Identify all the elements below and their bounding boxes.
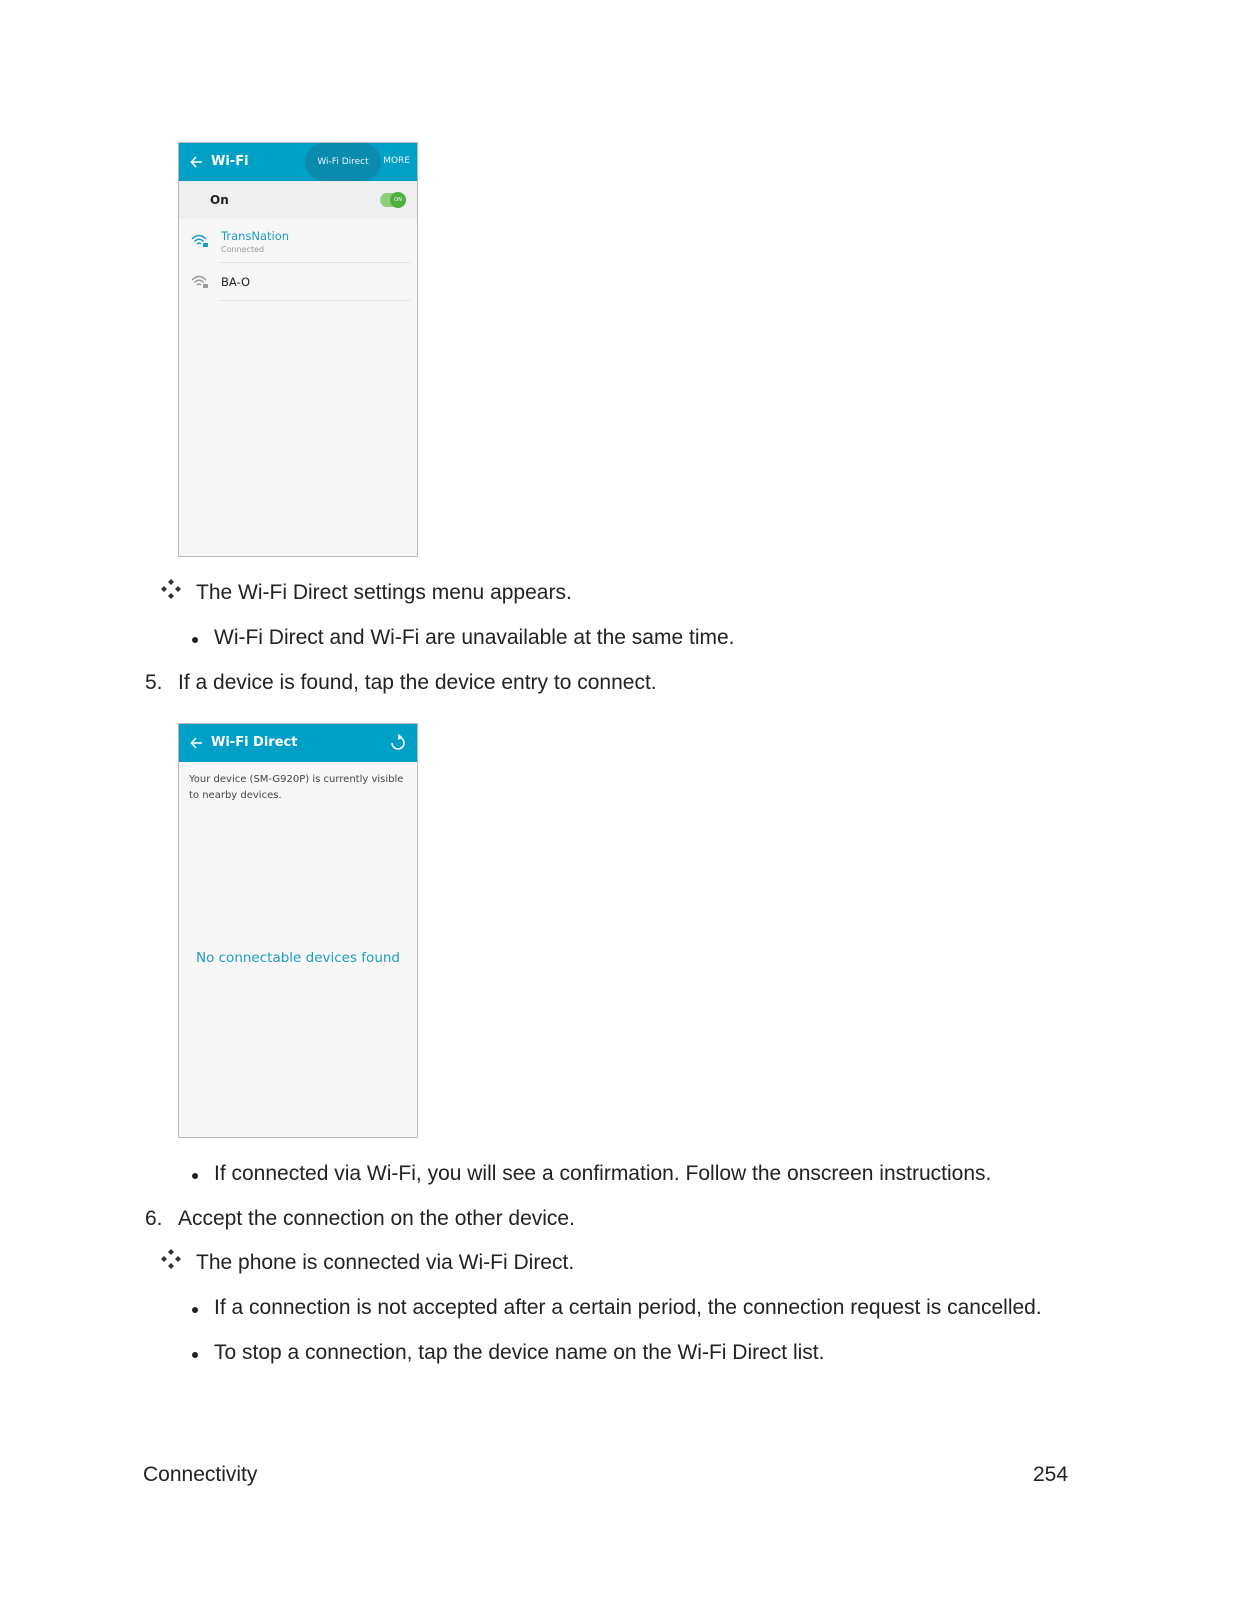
bullet-text: Wi-Fi Direct and Wi-Fi are unavailable at the same time. <box>214 626 735 649</box>
network-name: BA-O <box>221 275 251 289</box>
result-text: The phone is connected via Wi-Fi Direct. <box>196 1251 575 1274</box>
page-number: 254 <box>1033 1463 1069 1486</box>
back-arrow-icon[interactable] <box>189 733 205 753</box>
back-arrow-icon[interactable] <box>189 152 205 172</box>
step-number: 6. <box>145 1207 163 1230</box>
step-text: Accept the connection on the other device. <box>178 1207 575 1230</box>
footer-section: Connectivity <box>143 1463 258 1486</box>
wifi-settings-screenshot <box>178 142 418 557</box>
refresh-spinner-icon[interactable] <box>389 734 407 752</box>
visibility-message: Your device (SM-G920P) is currently visible to nearby devices. <box>189 774 404 801</box>
wifi-toggle[interactable] <box>380 193 406 207</box>
bullet-dot <box>192 1173 198 1179</box>
wifi-direct-title: Wi-Fi Direct <box>211 735 298 750</box>
network-status: Connected <box>221 245 265 254</box>
wifi-direct-app-bar <box>179 724 417 762</box>
network-name: TransNation <box>221 229 290 243</box>
result-text: The Wi-Fi Direct settings menu appears. <box>196 581 572 604</box>
wifi-lock-icon <box>191 274 209 290</box>
divider <box>219 300 411 301</box>
empty-state-text: No connectable devices found <box>195 950 401 966</box>
toggle-knob: ON <box>390 192 406 208</box>
wifi-lock-icon <box>191 233 209 249</box>
more-button[interactable]: MORE <box>383 156 410 166</box>
result-arrow-icon <box>160 578 182 600</box>
network-row-transnation[interactable] <box>179 219 417 263</box>
wifi-app-bar <box>179 143 417 181</box>
bullet-dot <box>192 1352 198 1358</box>
result-arrow-icon <box>160 1248 182 1270</box>
wifi-direct-screenshot <box>178 723 418 1138</box>
bullet-text: If a connection is not accepted after a certain period, the connection request is cancelled. <box>214 1296 1042 1319</box>
bullet-dot <box>192 637 198 643</box>
wifi-on-label: On <box>210 193 229 207</box>
bullet-text: To stop a connection, tap the device name on the Wi-Fi Direct list. <box>214 1341 825 1364</box>
wifi-direct-button[interactable]: Wi-Fi Direct <box>305 143 381 181</box>
step-text: If a device is found, tap the device entry to connect. <box>178 671 657 694</box>
step-number: 5. <box>145 671 163 694</box>
bullet-dot <box>192 1307 198 1313</box>
wifi-title: Wi-Fi <box>211 154 249 169</box>
bullet-text: If connected via Wi-Fi, you will see a confirmation. Follow the onscreen instructions. <box>214 1162 992 1185</box>
network-row-ba-o[interactable] <box>179 263 417 301</box>
wifi-on-row[interactable] <box>179 181 417 219</box>
